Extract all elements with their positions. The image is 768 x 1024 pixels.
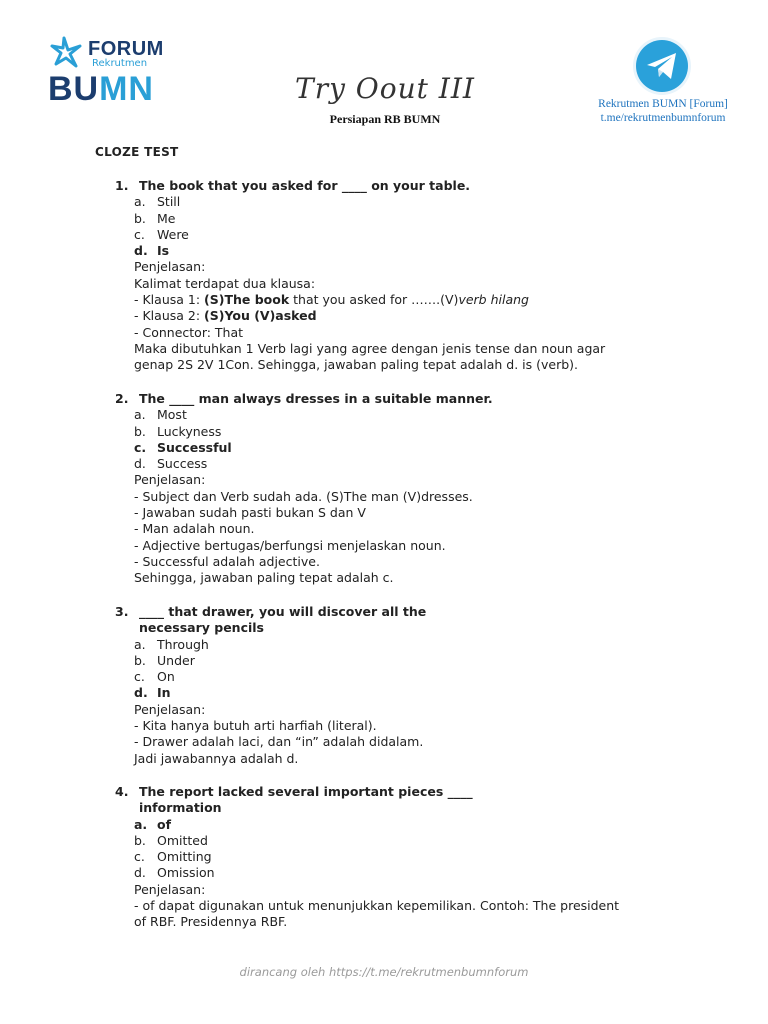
explanation-line: - Successful adalah adjective. xyxy=(134,553,320,569)
option-a-answer: a. of xyxy=(134,816,172,832)
option-c: c. Omitting xyxy=(134,849,212,865)
option-c: c. Were xyxy=(134,226,189,242)
explanation-line: Sehingga, jawaban paling tepat adalah c. xyxy=(134,570,394,586)
page-subtitle: Persiapan RB BUMN xyxy=(329,112,441,126)
explanation-line: - Klausa 2: (S)You (V)asked xyxy=(134,308,317,324)
explanation-line: - Man adalah noun. xyxy=(134,521,255,537)
explanation-line: - Jawaban sudah pasti bukan S dan V xyxy=(134,505,366,521)
question-text: 1. The book that you asked for ____ on your table. xyxy=(115,178,471,193)
telegram-link[interactable]: t.me/rekrutmenbumnforum xyxy=(600,112,726,124)
question-text: 4. The report lacked several important pieces ____ information xyxy=(115,784,473,816)
option-b: b. Under xyxy=(134,652,195,668)
question-1 xyxy=(115,178,675,374)
option-b: b. Me xyxy=(134,210,176,226)
question-text: 3. ____ that drawer, you will discover all the necessary pencils xyxy=(115,604,427,636)
option-b: b. Luckyness xyxy=(134,423,222,439)
option-c-answer: c. Successful xyxy=(134,439,232,455)
logo-forum-text: FORUM xyxy=(88,38,164,60)
option-a: a. Most xyxy=(134,407,187,423)
question-3 xyxy=(115,604,675,767)
explanation-line: Jadi jawabannya adalah d. xyxy=(134,750,299,766)
logo-bumn-text: BUMN xyxy=(48,70,154,108)
explanation-line: - Connector: That xyxy=(134,324,244,340)
question-text: 2. The ____ man always dresses in a suitable manner. xyxy=(115,391,493,406)
logo-rekrutmen-text: Rekrutmen xyxy=(92,58,148,69)
star-person-icon xyxy=(50,34,90,74)
explanation-line: - of dapat digunakan untuk menunjukkan kepemilikan. Contoh: The president xyxy=(134,898,620,914)
option-a: a. Through xyxy=(134,636,209,652)
explanation-line: Maka dibutuhkan 1 Verb lagi yang agree dengan jenis tense dan noun agar xyxy=(134,340,606,356)
forum-rekrutmen-bumn-logo xyxy=(48,34,164,112)
explanation-line: genap 2S 2V 1Con. Sehingga, jawaban paling tepat adalah d. is (verb). xyxy=(134,357,579,373)
explanation-line: - Adjective bertugas/berfungsi menjelaskan noun. xyxy=(134,537,446,553)
option-c: c. On xyxy=(134,669,175,685)
footer-credit: dirancang oleh https://t.me/rekrutmenbumnforum xyxy=(239,965,529,979)
section-title: CLOZE TEST xyxy=(95,145,179,159)
explanation-label: Penjelasan: xyxy=(134,259,206,275)
telegram-plane-icon xyxy=(632,36,692,96)
option-d-answer: d. Is xyxy=(134,243,170,259)
explanation-line: of RBF. Presidennya RBF. xyxy=(134,914,288,930)
explanation-line: - Kita hanya butuh arti harfiah (literal). xyxy=(134,718,377,734)
explanation-label: Penjelasan: xyxy=(134,881,206,897)
option-d: d. Success xyxy=(134,456,208,472)
explanation-label: Penjelasan: xyxy=(134,472,206,488)
option-a: a. Still xyxy=(134,194,181,210)
explanation-line: Kalimat terdapat dua klausa: xyxy=(134,275,316,291)
question-2 xyxy=(115,391,675,587)
telegram-channel-name: Rekrutmen BUMN [Forum] xyxy=(598,98,728,110)
question-4 xyxy=(115,784,675,931)
explanation-line: - Subject dan Verb sudah ada. (S)The man (V)dresses. xyxy=(134,488,473,504)
option-d: d. Omission xyxy=(134,865,215,881)
explanation-label: Penjelasan: xyxy=(134,701,206,717)
option-d-answer: d. In xyxy=(134,685,171,701)
option-b: b. Omitted xyxy=(134,832,208,848)
page-title: Try Oout III xyxy=(295,72,475,105)
explanation-line: - Drawer adalah laci, dan “in” adalah didalam. xyxy=(134,734,424,750)
explanation-line: - Klausa 1: (S)The book that you asked for …….(V)verb hilang xyxy=(134,292,529,308)
